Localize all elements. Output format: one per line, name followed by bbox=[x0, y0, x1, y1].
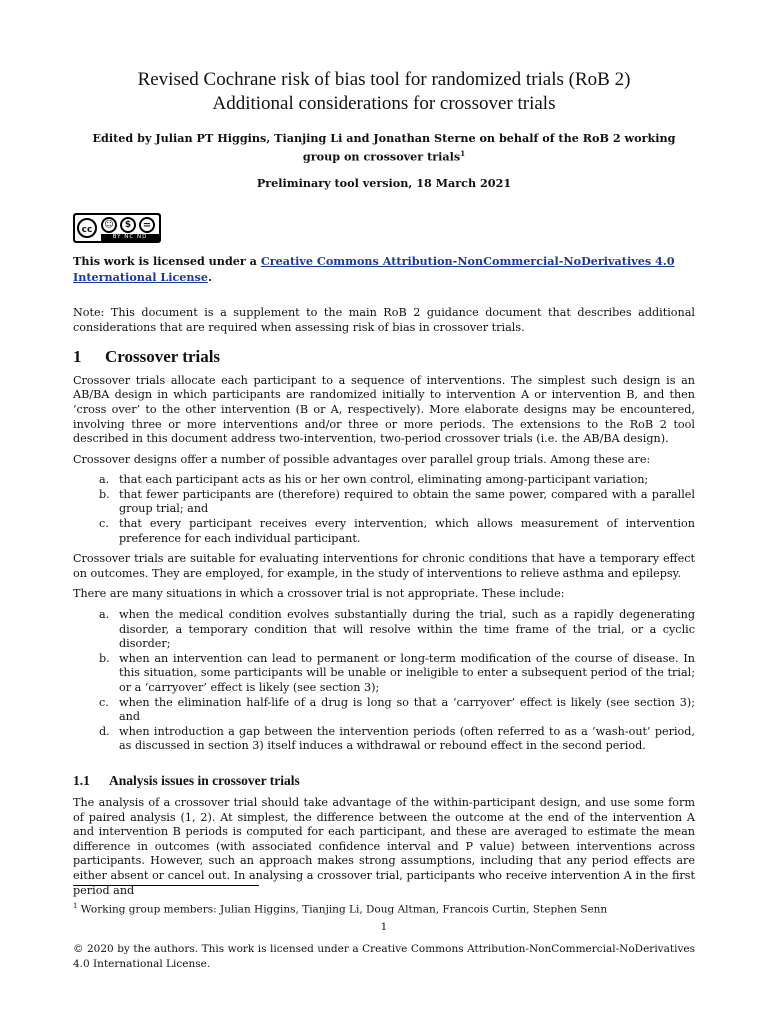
section-1-paragraph-4: There are many situations in which a crossover trial is not appropriate. These include: bbox=[73, 587, 565, 601]
list-item: c. when the elimination half-life of a drug is long so that a ‘carryover’ effect is likely (see section 3); and bbox=[99, 695, 695, 724]
license-suffix: . bbox=[207, 269, 212, 284]
footnote-divider bbox=[73, 885, 259, 886]
advantages-list bbox=[73, 473, 695, 546]
list-item: a. that each participant acts as his or her own control, eliminating among-participant variation; bbox=[99, 473, 649, 487]
section-1-1-heading bbox=[73, 772, 695, 790]
note-paragraph: Note: This document is a supplement to the main RoB 2 guidance document that describes additional considerations that are required when assessing risk of bias in crossover trials. bbox=[73, 305, 695, 335]
list-item: b. when an intervention can lead to permanent or long-term modification of the course of disease. In this situation, some participants will be unable or ineligible to enter a subsequent period of the trial; or a ‘carryover’ effect is likely (see section 3); bbox=[99, 651, 695, 695]
list-item: a. when the medical condition evolves substantially during the trial, such as a rapidly degenerating disorder, a temporary condition that will resolve within the time frame of the trial, or a cyclic disorder; bbox=[99, 608, 695, 651]
cc-icon: cc bbox=[77, 218, 97, 238]
license-statement bbox=[73, 253, 695, 285]
footnote bbox=[73, 899, 695, 917]
title-line-1: Revised Cochrane risk of bias tool for randomized trials (RoB 2) bbox=[137, 69, 631, 90]
list-item: b. that fewer participants are (therefore) required to obtain the same power, compared with a parallel group trial; and bbox=[99, 487, 695, 516]
creative-commons-badge[interactable] bbox=[73, 213, 161, 243]
editors-footnote-mark[interactable]: 1 bbox=[460, 149, 466, 158]
section-1-paragraph-3: Crossover trials are suitable for evaluating interventions for chronic conditions that have a temporary effect on outcomes. They are employed, for example, in the study of interventions to relieve asthma and epilepsy. bbox=[73, 552, 695, 580]
page-content bbox=[73, 68, 695, 904]
title-line-2: Additional considerations for crossover trials bbox=[212, 93, 556, 114]
section-1-heading bbox=[73, 346, 695, 368]
inappropriate-situations-list bbox=[73, 608, 695, 754]
list-item: d. when introduction a gap between the intervention periods (often referred to as a ‘wash-out’ period, as discussed in section 3) itself induces a withdrawal or rebound effect in the second period. bbox=[99, 724, 695, 753]
editors-text: Edited by Julian PT Higgins, Tianjing Li and Jonathan Sterne on behalf of the RoB 2 working group on crossover trials bbox=[92, 131, 676, 164]
license-link[interactable]: Creative Commons Attribution-NonCommercial-NoDerivatives 4.0 International License bbox=[73, 253, 675, 284]
copyright-notice: © 2020 by the authors. This work is licensed under a Creative Commons Attribution-NonCommercial-NoDerivatives 4.0 International License. bbox=[73, 943, 695, 970]
footnote-text: Working group members: Julian Higgins, Tianjing Li, Doug Altman, Francois Curtin, Stephen Senn bbox=[77, 903, 608, 916]
nc-icon: $ bbox=[120, 217, 136, 233]
subsection-title: Analysis issues in crossover trials bbox=[109, 772, 300, 788]
editors-line bbox=[73, 130, 695, 165]
version-line: Preliminary tool version, 18 March 2021 bbox=[256, 175, 512, 190]
section-1-1-paragraph: The analysis of a crossover trial should take advantage of the within-participant design, and use some form of paired analysis (1, 2). At simplest, the difference between the outcome at the end of the intervention A and intervention B periods is computed for each participant, and these are averaged to estimate the mean difference in outcomes (with associated confidence interval and P value) between interventions across participants. However, such an approach makes strong assumptions, including that any period effects are either absent or cancel out. In analysing a crossover trial, participants who receive intervention A in the first period and bbox=[73, 795, 695, 897]
section-number: 1 bbox=[73, 346, 82, 366]
section-1-paragraph-2: Crossover designs offer a number of possible advantages over parallel group trials. Among these are: bbox=[73, 452, 651, 466]
section-1-paragraph-1: Crossover trials allocate each participant to a sequence of interventions. The simplest such design is an AB/BA design in which participants are randomized initially to intervention A or intervention B, and then ‘cross over’ to the other intervention (B or A, respectively). More elaborate designs may be encountered, involving three or more interventions and/or three or more periods. The extensions to the RoB 2 tool described in this document address two-intervention, two-period crossover trials (i.e. the AB/BA design). bbox=[73, 373, 695, 446]
subsection-number: 1.1 bbox=[73, 772, 90, 788]
nd-icon: = bbox=[139, 217, 155, 233]
cc-license-strip: BY NC ND bbox=[101, 234, 159, 241]
license-prefix: This work is licensed under a bbox=[73, 253, 261, 268]
section-title: Crossover trials bbox=[105, 346, 221, 366]
document-title bbox=[73, 68, 695, 116]
page-number: 1 bbox=[380, 921, 388, 933]
by-icon: ☺ bbox=[101, 217, 117, 233]
footnote-mark: 1 bbox=[73, 902, 78, 910]
list-item: c. that every participant receives every intervention, which allows measurement of intervention preference for each individual participant. bbox=[99, 517, 695, 545]
